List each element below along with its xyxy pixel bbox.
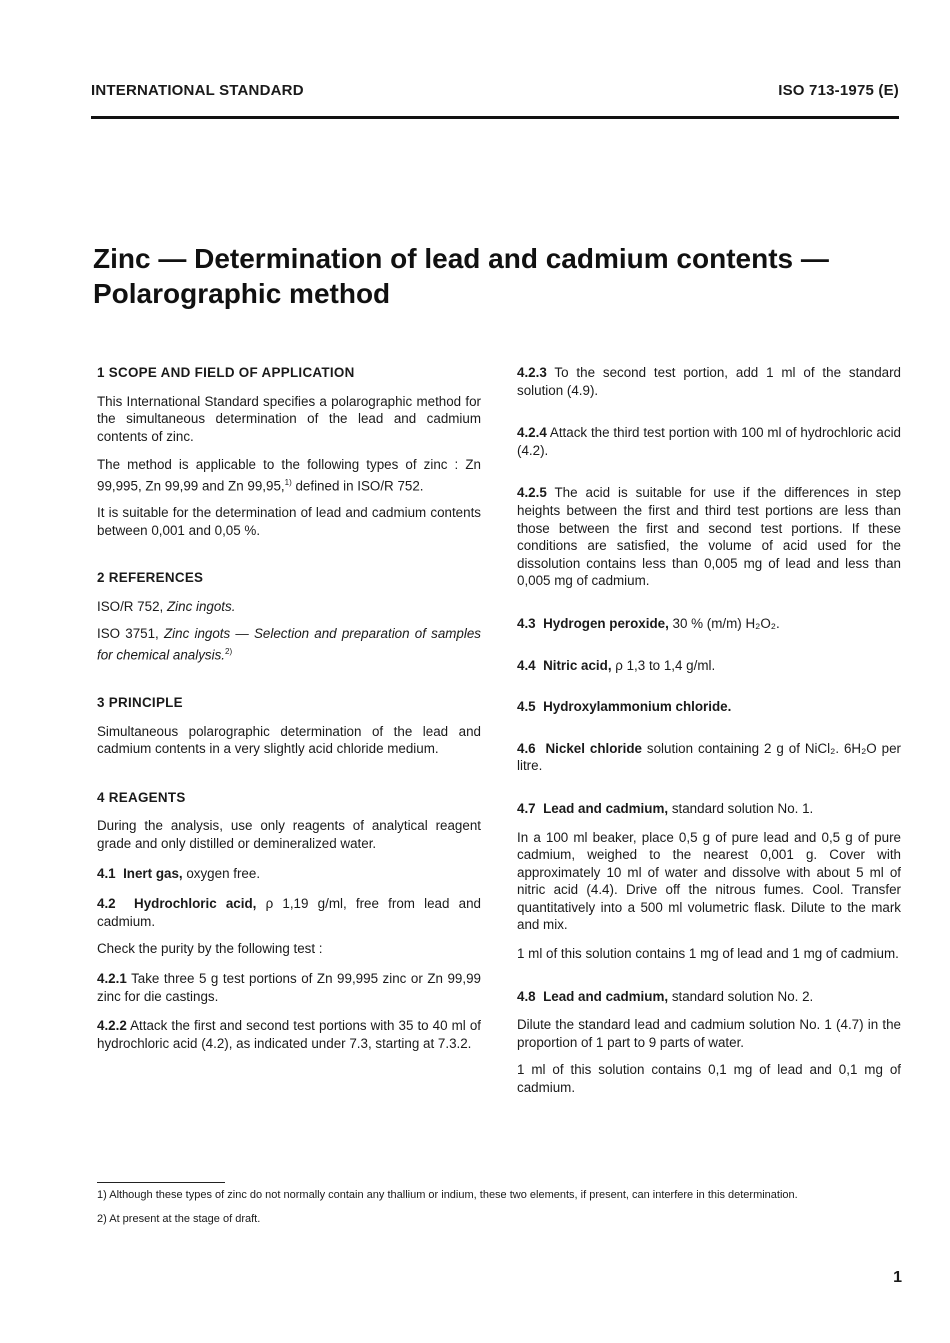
clause-4-2: 4.2 Hydrochloric acid, ρ 1,19 g/ml, free from lead and cadmium. [97,896,481,929]
reference-2: ISO 3751, Zinc ingots — Selection and preparation of samples for chemical analysis.$^{2)}$ [97,626,481,663]
clause-4-7: 4.7 Lead and cadmium, standard solution No. 1. [517,800,814,816]
running-header [91,82,899,102]
footnote-rule [97,1182,225,1183]
clause-4-4: 4.4 Nitric acid, ρ 1,3 to 1,4 g/ml. [517,657,716,673]
clause-4-2-5: 4.2.5 The acid is suitable for use if the differences in step heights between the first and third test portions are less than those between the first and second test portions. If these conditions are satisfied, the volume of acid used for the dissolution contains less than 0,005 mg of lead and less than 0,005 mg of cadmium. [517,485,901,589]
section-4-heading: 4 REAGENTS [97,789,186,805]
clause-4-2-1: 4.2.1 Take three 5 g test portions of Zn 99,995 zinc or Zn 99,99 zinc for die castings. [97,971,481,1004]
title-line-2: Polarographic method [93,278,391,309]
standard-number: ISO 713-1975 (E) [778,82,899,99]
section-1-heading: 1 SCOPE AND FIELD OF APPLICATION [97,365,355,380]
clause-4-1: 4.1 Inert gas, oxygen free. [97,865,261,881]
footnote-2: 2) At present at the stage of draft. [97,1212,261,1225]
reference-1: ISO/R 752, Zinc ingots. [97,598,236,614]
clause-4-2-3: 4.2.3 To the second test portion, add 1 ml of the standard solution (4.9). [517,365,901,398]
header-rule [91,116,899,119]
clause-4-2-2: 4.2.2 Attack the first and second test portions with 35 to 40 ml of hydrochloric acid (4.2), as indicated under 7.3, starting at 7.3.2. [97,1018,481,1051]
footnote-1: 1) Although these types of zinc do not normally contain any thallium or indium, these two elements, if present, can interfere in this determination. [97,1189,798,1201]
scope-paragraph-2: The method is applicable to the following types of zinc : Zn 99,995, Zn 99,99 and Zn 99,95,$^{1)}$ defined in ISO/R 752. [97,457,481,494]
clause-4-8-dilution: Dilute the standard lead and cadmium solution No. 1 (4.7) in the proportion of 1 part to 9 parts of water. [517,1017,901,1050]
reagents-intro: During the analysis, use only reagents of analytical reagent grade and only distilled or demineralized water. [97,818,481,852]
footnotes [97,1188,903,1226]
scope-paragraph-3: It is suitable for the determination of lead and cadmium contents between 0,001 and 0,05 %. [97,505,481,538]
clause-4-5: 4.5 Hydroxylammonium chloride. [517,699,732,715]
page-number: 1 [893,1269,902,1286]
clause-4-8: 4.8 Lead and cadmium, standard solution No. 2. [517,988,814,1004]
principle-paragraph: Simultaneous polarographic determination of the lead and cadmium contents in a very slightly acid chloride medium. [97,723,481,757]
right-column [517,364,901,1097]
section-3-heading: 3 PRINCIPLE [97,695,183,711]
clause-4-7-procedure: In a 100 ml beaker, place 0,5 g of pure lead and 0,5 g of pure cadmium, weighed to the nearest 0,001 g. Cover with approximately 10 ml of water and dissolve with about 5 ml of nitric acid (4.4). Drive off the nitrous fumes. Cool. Transfer quantitatively into a 500 ml volumetric flask. Dilute to the mark and mix. [517,829,901,933]
scope-paragraph-1: This International Standard specifies a polarographic method for the simultaneous determination of the lead and cadmium contents of zinc. [97,393,481,444]
page-title [93,241,873,311]
clause-4-7-content: 1 ml of this solution contains 1 mg of lead and 1 mg of cadmium. [517,946,899,962]
section-2-heading: 2 REFERENCES [97,570,204,586]
clause-4-3: 4.3 Hydrogen peroxide, 30 % (m/m) H₂O₂. [517,615,780,631]
clause-4-6: 4.6 Nickel chloride solution containing 2 g of NiCl₂. 6H₂O per litre. [517,740,901,774]
clause-4-2-4: 4.2.4 Attack the third test portion with 100 ml of hydrochloric acid (4.2). [517,425,901,458]
clause-4-2-check: Check the purity by the following test : [97,941,323,957]
clause-4-8-content: 1 ml of this solution contains 0,1 mg of lead and 0,1 mg of cadmium. [517,1062,901,1096]
left-column [97,364,481,1052]
title-line-1: Zinc — Determination of lead and cadmium contents — [93,243,829,274]
document-type: INTERNATIONAL STANDARD [91,82,304,99]
